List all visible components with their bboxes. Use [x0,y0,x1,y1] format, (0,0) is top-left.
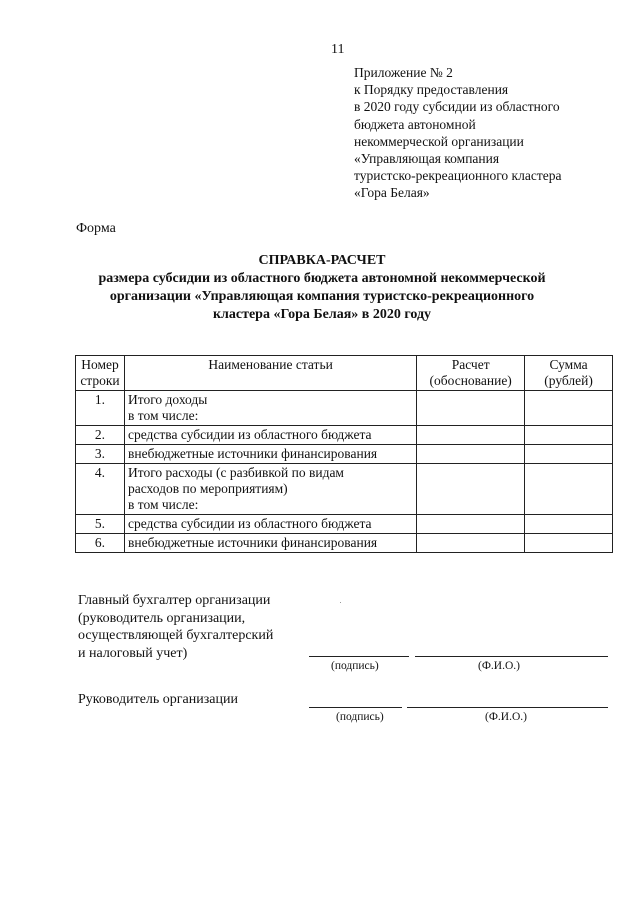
header-item-name [124,356,416,391]
header-sum [525,356,613,391]
appendix-line: «Управляющая компания [354,151,500,167]
table-row [76,445,613,464]
appendix-line: в 2020 году субсидии из областного [354,99,560,115]
row-text: средства субсидии из областного бюджета [127,427,372,442]
director-name-line[interactable] [407,707,608,708]
director-signature-caption: (подпись) [336,711,384,723]
row-sum-cell[interactable] [525,445,613,464]
row-number: 2. [76,426,125,445]
row-text: средства субсидии из областного бюджета [127,516,372,531]
row-item-name [124,515,416,534]
row-number: 4. [76,464,125,515]
title-main: СПРАВКА-РАСЧЕТ [258,253,386,268]
row-item-name [124,464,416,515]
appendix-line: Приложение № 2 [354,65,453,80]
title-line: размера субсидии из областного бюджета автономной некоммерческой [98,271,546,286]
table-row [76,391,613,426]
signature-label-line: осуществляющей бухгалтерский [78,628,274,643]
table-header-row [76,356,613,391]
row-text: в том числе: [127,497,199,512]
form-label: Форма [76,221,116,236]
signature-label-line: Главный бухгалтер организации [78,593,271,608]
page-number: 11 [331,42,345,57]
table-row [76,464,613,515]
row-sum-cell[interactable] [525,426,613,445]
appendix-line: туристско-рекреационного кластера [354,168,562,184]
director-name-caption: (Ф.И.О.) [485,711,527,723]
row-number: 5. [76,515,125,534]
accountant-signature-line[interactable] [309,656,409,657]
header-text: Номер [81,357,119,372]
row-item-name [124,426,416,445]
accountant-name-line[interactable] [415,656,608,657]
row-text: в том числе: [127,408,199,423]
signature-label-line: и налоговый учет) [78,645,188,661]
row-calculation-cell[interactable] [417,391,525,426]
row-calculation-cell[interactable] [417,464,525,515]
appendix-block [354,64,561,202]
row-text: Итого расходы (с разбивкой по видам [127,465,344,480]
row-number: 1. [76,391,125,426]
row-item-name [124,534,416,553]
row-calculation-cell[interactable] [417,515,525,534]
appendix-line: некоммерческой организации [354,133,524,149]
row-item-name [124,445,416,464]
row-text: внебюджетные источники финансирования [127,535,378,550]
row-sum-cell[interactable] [525,515,613,534]
header-text: строки [80,373,120,388]
header-text: (обоснование) [429,373,512,388]
row-calculation-cell[interactable] [417,445,525,464]
appendix-line: к Порядку предоставления [354,82,509,98]
row-text: расходов по мероприятиям) [127,481,288,496]
appendix-line: бюджета автономной [354,116,476,132]
header-row-number [76,356,125,391]
director-signature-line[interactable] [309,707,402,708]
director-label: Руководитель организации [78,692,238,707]
row-number: 6. [76,534,125,553]
header-calculation [417,356,525,391]
row-text: внебюджетные источники финансирования [127,446,378,461]
table-row [76,426,613,445]
accountant-signature-caption: (подпись) [331,660,379,672]
row-text: Итого доходы [127,392,208,407]
row-item-name [124,391,416,426]
calculation-table [75,355,613,553]
signature-label-line: (руководитель организации, [78,610,246,626]
table-row [76,515,613,534]
row-calculation-cell[interactable] [417,426,525,445]
row-calculation-cell[interactable] [417,534,525,553]
title-line: кластера «Гора Белая» в 2020 году [212,307,432,322]
accountant-name-caption: (Ф.И.О.) [478,660,520,672]
title-line: организации «Управляющая компания туристско-рекреационного [109,289,535,304]
header-text: Расчет [451,357,490,372]
row-sum-cell[interactable] [525,391,613,426]
row-sum-cell[interactable] [525,464,613,515]
header-text: (рублей) [544,373,593,388]
chief-accountant-label [78,592,273,662]
scan-speck [340,602,341,603]
table-row [76,534,613,553]
row-number: 3. [76,445,125,464]
row-sum-cell[interactable] [525,534,613,553]
header-text: Наименование статьи [208,357,333,372]
appendix-line: «Гора Белая» [354,185,430,201]
document-title [76,252,568,324]
header-text: Сумма [549,357,588,372]
